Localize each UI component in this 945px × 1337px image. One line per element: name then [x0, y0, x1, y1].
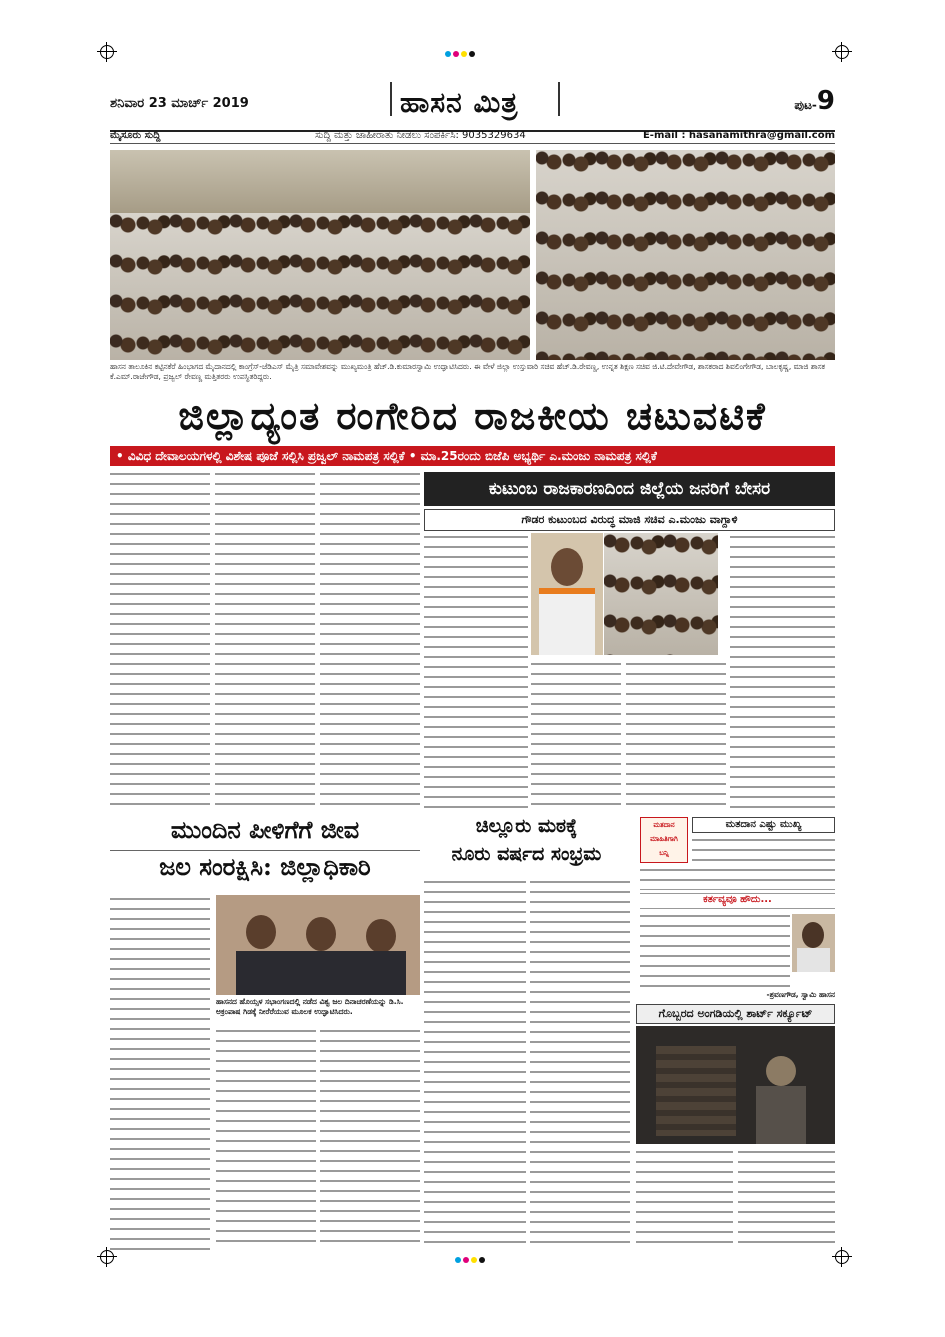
family-politics-subhead: ಗೌಡರ ಕುಟುಂಬದ ವಿರುದ್ಧ ಮಾಜಿ ಸಚಿವ ಎ.ಮಂಜು ವಾಗ್ದಾಳಿ: [424, 509, 835, 531]
page-label: ಪುಟ-: [794, 98, 817, 112]
vote-title: ಮತದಾನ ಎಷ್ಟು ಮುಖ್ಯ: [692, 817, 835, 833]
section-label: ಮೈಸೂರು ಸುದ್ದಿ: [110, 130, 161, 141]
registration-mark-bottom-left: [100, 1250, 114, 1264]
masthead: [110, 86, 835, 132]
water-column-2: [216, 1027, 316, 1250]
family-column-3: [626, 660, 726, 808]
family-column-1: [424, 533, 528, 808]
fire-column-2: [738, 1148, 835, 1250]
photo-author: [792, 914, 835, 972]
vote-badge-line-1: ಮತದಾನ: [653, 821, 675, 829]
family-column-4: [730, 533, 835, 808]
water-column-1: [110, 895, 210, 1250]
photo-meeting: [604, 533, 718, 655]
subline-bar: [110, 130, 835, 144]
email-line: E-mail : hasanamithra@gmail.com: [642, 130, 835, 141]
fire-column-1: [636, 1148, 733, 1250]
mutt-column-1: [424, 878, 526, 1250]
photo-a-manju: [531, 533, 603, 655]
water-column-3: [320, 1027, 420, 1250]
family-politics-headline: ಕುಟುಂಬ ರಾಜಕಾರಣದಿಂದ ಜಿಲ್ಲೆಯ ಜನರಿಗೆ ಬೇಸರ: [424, 472, 835, 506]
registration-mark-top-right: [835, 45, 849, 59]
contact-line: ಸುದ್ದಿ ಮತ್ತು ಜಾಹೀರಾತು ನೀಡಲು ಸಂಪರ್ಕಿಸಿ: 9035329634: [315, 130, 526, 141]
page-number-value: 9: [816, 86, 835, 116]
vote-badge: [640, 817, 688, 863]
vote-byline: -ಶ್ರವಣಗೌಡ, ಸ್ವಾಮಿ ಹಾಸನ: [766, 990, 835, 999]
highlights-band: • ವಿವಿಧ ದೇವಾಲಯಗಳಲ್ಲಿ ವಿಶೇಷ ಪೂಜೆ ಸಲ್ಲಿಸಿ ಪ್ರಜ್ವಲ್ ನಾಮಪತ್ರ ಸಲ್ಲಿಕೆ • ಮಾ.25ರಂದು ಬಿಜೆಪಿ ಅಭ್ಯರ್ಥಿ ಎ.ಮಂಜು ನಾಮಪತ್ರ ಸಲ್ಲಿಕೆ: [110, 446, 835, 466]
main-headline: ಜಿಲ್ಲಾದ್ಯಂತ ರಂಗೇರಿದ ರಾಜಕೀಯ ಚಟುವಟಿಕೆ: [178, 393, 767, 438]
vote-column-wide: [640, 866, 835, 890]
story-column-3: [320, 470, 420, 808]
vote-subtitle: ಕರ್ತವ್ಯವೂ ಹೌದು...: [640, 893, 835, 909]
issue-date: ಶನಿವಾರ 23 ಮಾರ್ಚ್ 2019: [110, 96, 249, 111]
story-column-1: [110, 470, 210, 808]
water-headline-2: ಜಲ ಸಂರಕ್ಷಿಸಿ: ಜಿಲ್ಲಾಧಿಕಾರಿ: [159, 852, 371, 881]
mutt-headline-1: ಚಿಲ್ಲೂರು ಮಠಕ್ಕೆ: [475, 815, 578, 837]
family-column-2: [531, 660, 621, 808]
registration-mark-bottom-right: [835, 1250, 849, 1264]
photo-water-day: [216, 895, 420, 995]
newspaper-title: ಹಾಸನ ಮಿತ್ರ: [400, 86, 519, 119]
vote-badge-line-2: ಮಾಹಿತಿಗಾಗಿ: [650, 835, 678, 843]
page-number: [794, 86, 835, 116]
mutt-column-2: [530, 878, 630, 1250]
water-headline-1: ಮುಂದಿನ ಪೀಳಿಗೆಗೆ ಜೀವ: [110, 815, 420, 851]
vote-column-lower: [640, 912, 790, 988]
vote-badge-line-3: ಬನ್ನಿ: [659, 849, 669, 857]
photo-lamp-lighting: [110, 150, 530, 360]
fire-headline: ಗೊಬ್ಬರದ ಅಂಗಡಿಯಲ್ಲಿ ಶಾರ್ಟ್ ಸರ್ಕ್ಯೂಟ್: [636, 1004, 835, 1024]
color-dots-top: [445, 42, 477, 61]
registration-mark-top-left: [100, 45, 114, 59]
mutt-headline-2: ನೂರು ವರ್ಷದ ಸಂಭ್ರಮ: [451, 843, 602, 865]
top-photo-caption: ಹಾಸನ ತಾಲೂಕಿನ ಕಟ್ಟಿನಕೆರೆ ಹಿಂಭಾಗದ ಮೈದಾನದಲ್ಲಿ ಕಾಂಗ್ರೆಸ್-ಜೆಡಿಎಸ್ ಮೈತ್ರಿ ಸಮಾವೇಶವನ್ನು ಮುಖ್ಯಮಂತ್ರಿ ಹೆಚ್.ಡಿ.ಕುಮಾರಸ್ವಾಮಿ ಉದ್ಘಾಟಿಸಿದರು. ಈ ವೇಳೆ ಜಿಲ್ಲಾ ಉಸ್ತುವಾರಿ ಸಚಿವ ಹೆಚ್.ಡಿ.ರೇವಣ್ಣ, ಉನ್ನತ ಶಿಕ್ಷಣ ಸಚಿವ ಜಿ.ಟಿ.ದೇವೇಗೌಡ, ಶಾಸಕರಾದ ಶಿವಲಿಂಗೇಗೌಡ, ಬಾಲಕೃಷ್ಣ, ಮಾಜಿ ಶಾಸಕ ಕೆ.ಎಮ್.ರಾಜೇಗೌಡ, ಪ್ರಜ್ವಲ್ ರೇವಣ್ಣ ಮತ್ತಿತರರು ಉಪಸ್ಥಿತರಿದ್ದರು.: [110, 362, 825, 381]
water-photo-caption: ಹಾಸನದ ಹೊಯ್ಸಳ ಸಭಾಂಗಣದಲ್ಲಿ ನಡೆದ ವಿಶ್ವ ಜಲ ದಿನಾಚರಣೆಯನ್ನು ಡಿ.ಸಿ. ಅಕ್ರಂಪಾಷ ಗಿಡಕ್ಕೆ ನೀರೆರೆಯುವ ಮೂಲಕ ಉದ್ಘಾಟಿಸಿದರು.: [216, 997, 404, 1016]
photo-fire-shop: [636, 1026, 835, 1144]
photo-crowd: [536, 150, 835, 360]
story-column-2: [215, 470, 315, 808]
color-dots-bottom: [455, 1248, 487, 1267]
